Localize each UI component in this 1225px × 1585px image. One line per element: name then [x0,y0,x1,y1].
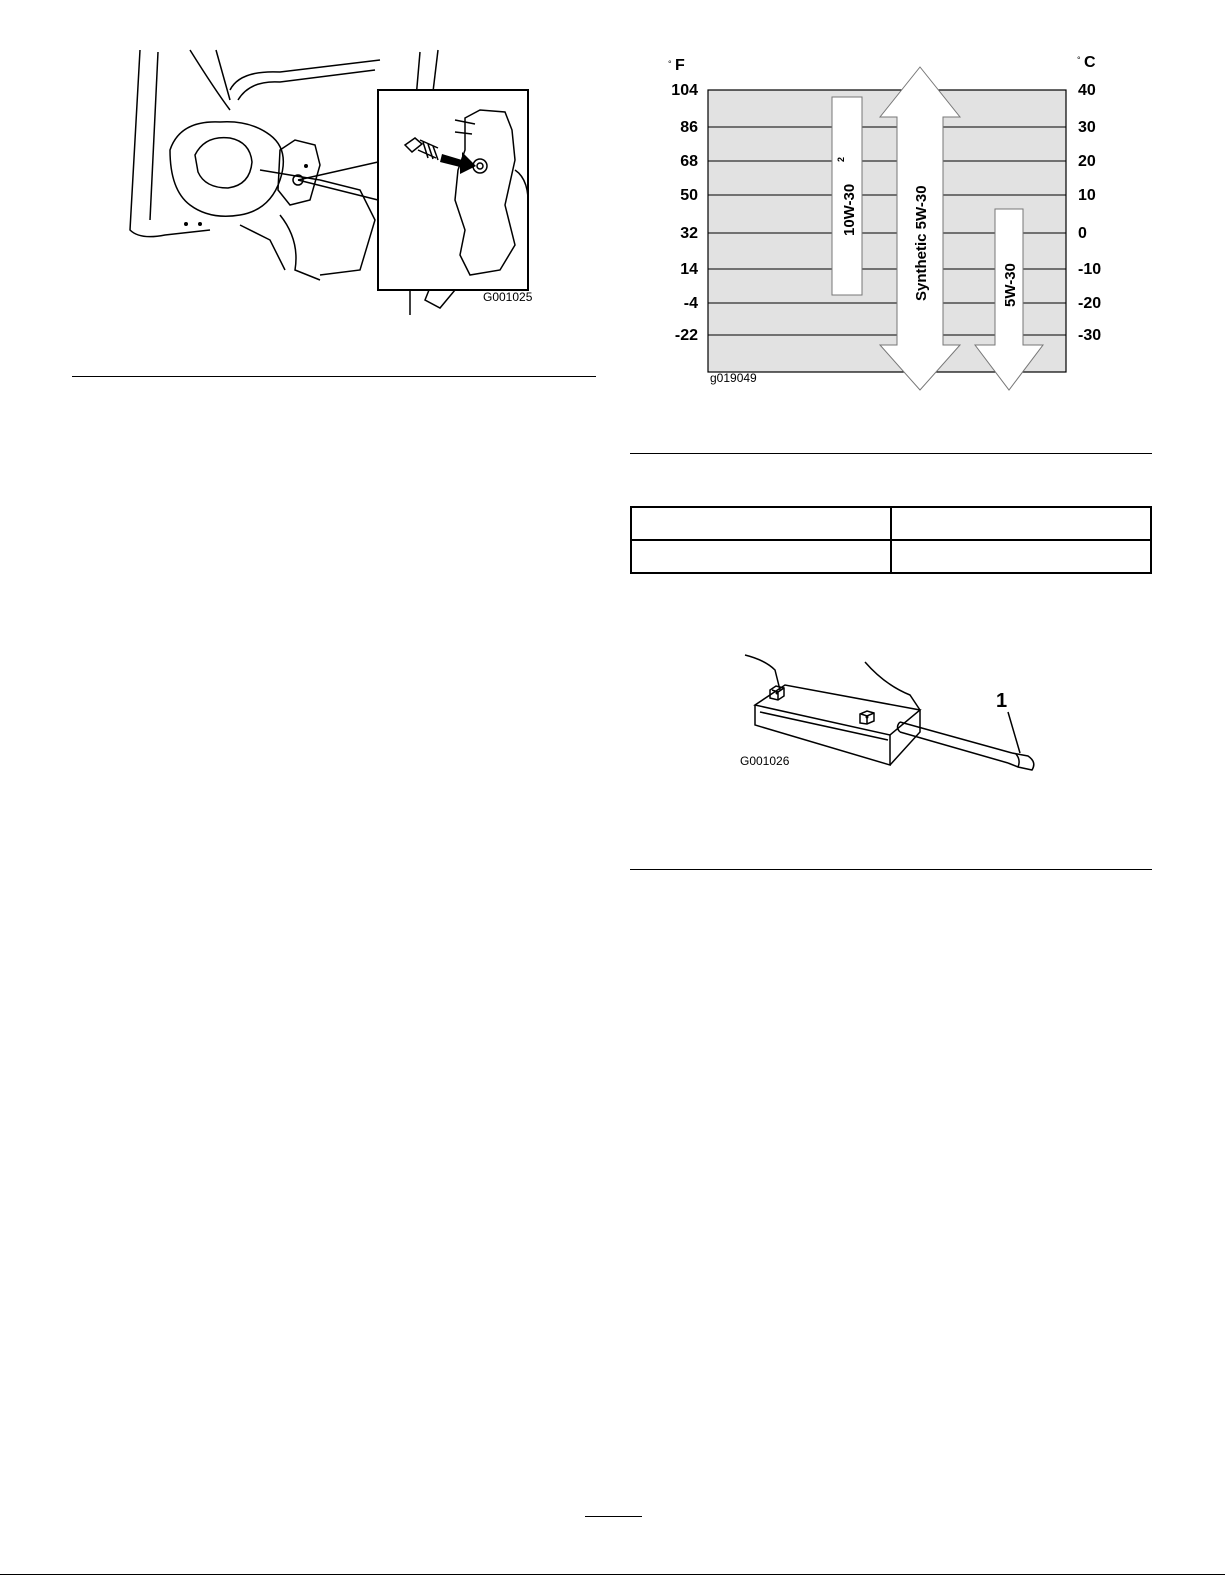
footer-rule [0,1574,1225,1575]
table-cell [631,540,891,573]
fahrenheit-tick: 50 [680,187,698,204]
fahrenheit-unit-label: F [675,57,685,74]
table-row [631,507,1151,540]
carburetor-illustration [120,40,540,320]
celsius-tick: 10 [1078,187,1096,204]
celsius-tick: -10 [1078,261,1102,278]
fahrenheit-tick: 86 [680,119,698,136]
fahrenheit-tick: 68 [680,153,698,170]
spec-table [630,506,1152,574]
tool-illustration [740,650,1060,790]
celsius-tick: 30 [1078,119,1096,136]
right-section-divider-top [630,453,1152,454]
oil-chart-figure-id: g019049 [710,371,757,385]
band-label-synthetic-5w30: Synthetic 5W-30 [913,185,930,301]
page-number-underline [585,1516,642,1517]
oil-viscosity-chart [660,45,1120,400]
table-cell [891,540,1151,573]
fahrenheit-degree-symbol: ° [668,59,672,69]
table-row [631,540,1151,573]
tool-callout-number: 1 [996,690,1008,712]
celsius-tick: -30 [1078,327,1102,344]
fahrenheit-tick: 14 [680,261,698,278]
celsius-unit-label: C [1084,54,1096,71]
band-label-10w30-superscript: 2 [836,156,846,162]
celsius-tick: -20 [1078,295,1102,312]
oil-chart-svg [660,45,1120,400]
carburetor-figure-id: G001025 [483,290,533,304]
left-section-divider [72,376,596,377]
band-label-10w30: 10W-30 [841,183,858,236]
table-cell [891,507,1151,540]
fahrenheit-tick: -22 [674,327,698,344]
fahrenheit-tick: 32 [680,225,698,242]
band-label-5w30: 5W-30 [1002,263,1019,307]
celsius-tick: 40 [1078,82,1096,99]
celsius-tick: 0 [1078,225,1087,242]
right-section-divider-bottom [630,869,1152,870]
fahrenheit-tick: -4 [683,295,698,312]
fahrenheit-tick: 104 [671,82,698,99]
celsius-degree-symbol: ° [1077,55,1081,65]
tool-figure-id: G001026 [740,754,790,768]
celsius-tick: 20 [1078,153,1096,170]
table-cell [631,507,891,540]
